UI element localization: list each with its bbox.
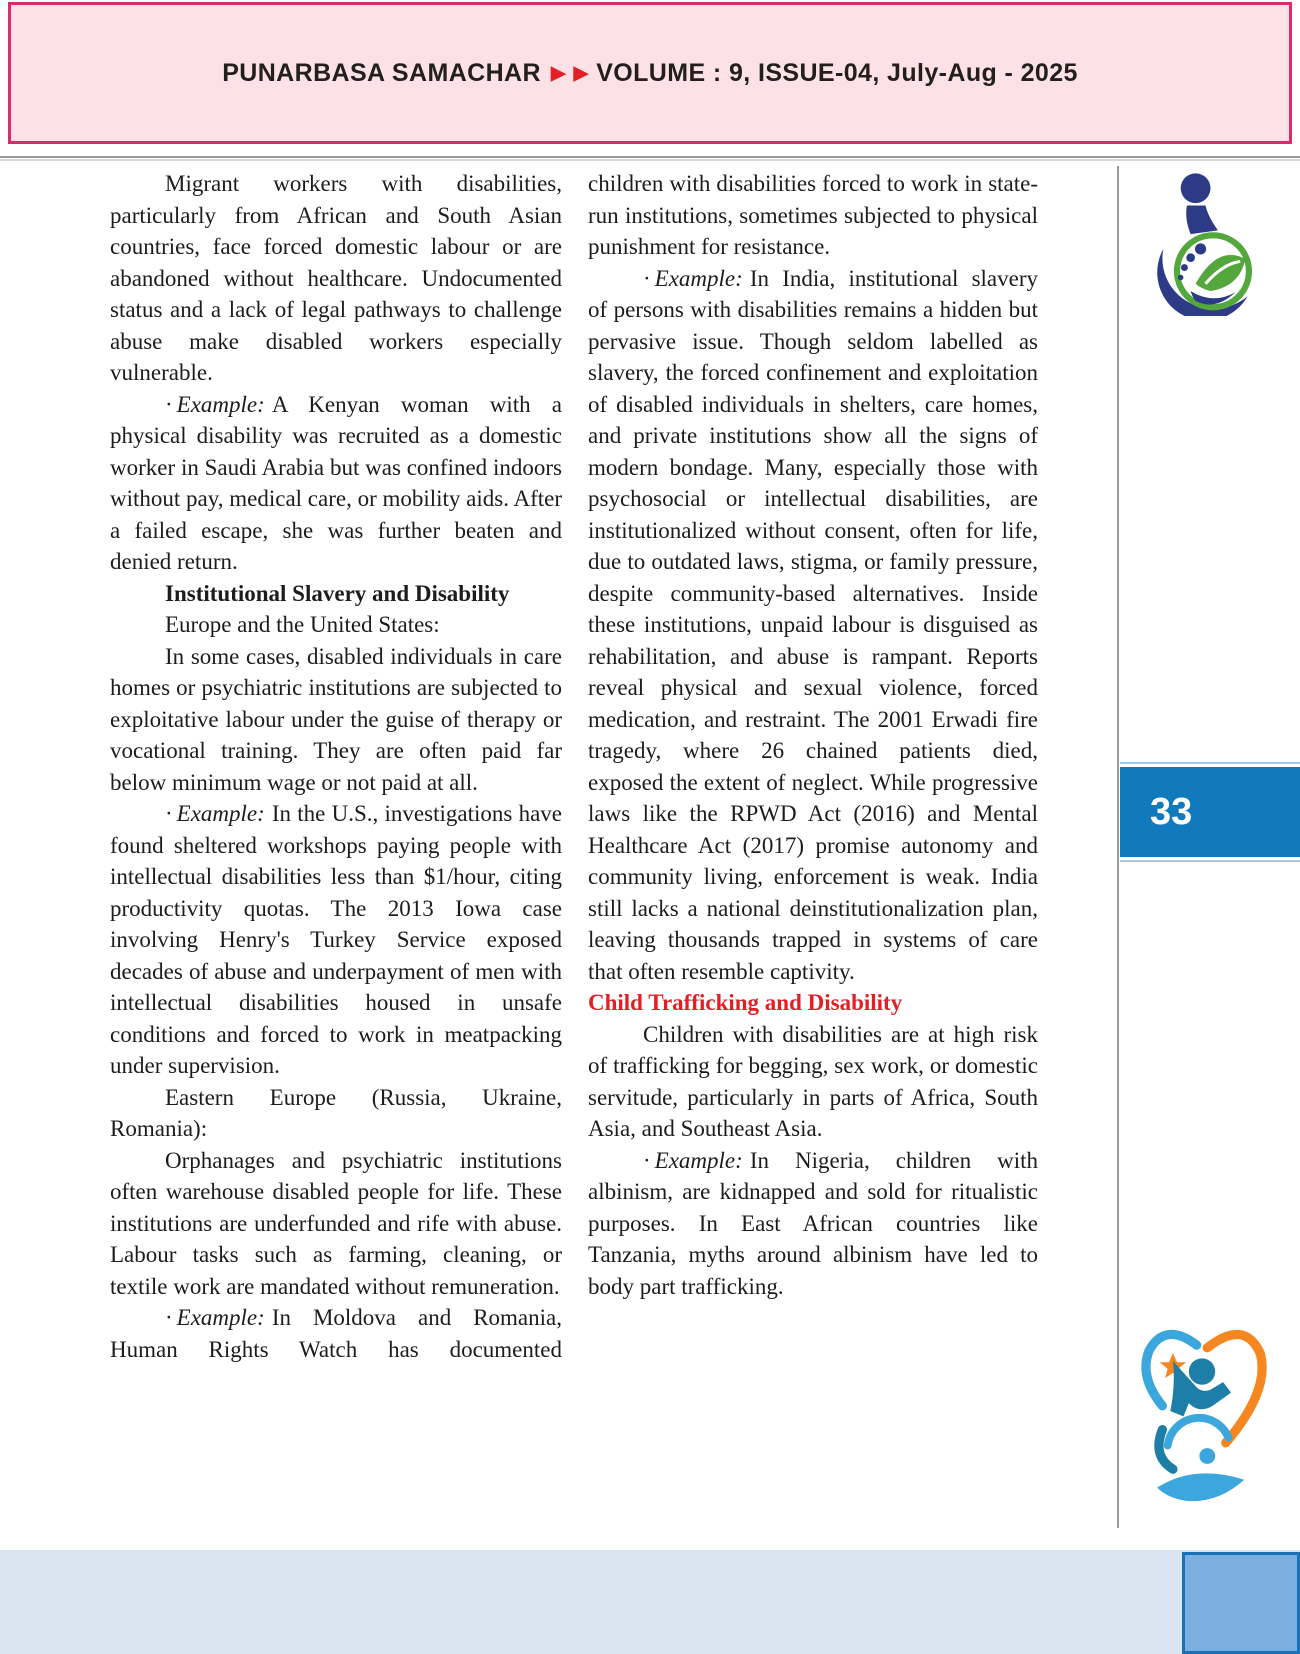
example-label: Example: bbox=[176, 391, 265, 417]
example-text: In Moldova and Romania, Human Rights Watch has documented bbox=[110, 1305, 562, 1362]
page-number-badge bbox=[1120, 767, 1300, 857]
badge-top-line bbox=[1120, 762, 1300, 764]
example-paragraph bbox=[110, 389, 562, 578]
header-divider-line bbox=[0, 156, 1300, 158]
left-column bbox=[110, 168, 562, 1365]
subheading: Eastern Europe (Russia, Ukraine, Romania): bbox=[110, 1084, 562, 1141]
badge-bottom-line bbox=[1120, 860, 1300, 862]
page-number: 33 bbox=[1150, 790, 1193, 833]
right-column bbox=[588, 168, 1038, 1302]
column-separator-rule bbox=[1117, 166, 1119, 1528]
right-arrow-icon: ▶ bbox=[573, 62, 587, 84]
example-label: Example: bbox=[654, 1147, 743, 1173]
heart-star-wheelchair-logo-icon bbox=[1136, 1318, 1268, 1533]
example-paragraph bbox=[110, 798, 562, 1082]
example-text: A Kenyan woman with a physical disability was recruited as a domestic worker in Saudi Arabia but was confined indoors without pay, medical care, or mobility aids. After a failed escape, she was further beaten and denied return. bbox=[110, 391, 562, 574]
page-number-block bbox=[1120, 762, 1300, 862]
example-text: In the U.S., investigations have found sheltered workshops paying people with intellectual disabilities less than $1/hour, citing productivity quotas. The 2013 Iowa case involving Henry's Turkey Service exposed decades of abuse and underpayment of men with intellectual disabilities housed in unsafe conditions and forced to work in meatpacking under supervision. bbox=[110, 801, 562, 1078]
subheading: Europe and the United States: bbox=[165, 612, 440, 637]
bullet-dot: · bbox=[165, 1305, 173, 1330]
paragraph: Migrant workers with disabilities, particularly from African and South Asian countries, face forced domestic labour or are abandoned without healthcare. Undocumented status and a lack of legal pathways to challenge abuse make disabled workers especially vulnerable. bbox=[110, 171, 562, 385]
bullet-dot: · bbox=[643, 1147, 651, 1173]
example-text: In India, institutional slavery of persons with disabilities remains a hidden but pervasive issue. Though seldom labelled as slavery, the forced confinement and exploitation of disabled individuals in shelters, care homes, and private institutions show all the signs of modern bondage. Many, especially those with psychosocial or intellectual disabilities, are institutionalized without consent, often for life, due to outdated laws, stigma, or family pressure, despite community-based alternatives. Inside these institutions, unpaid labour is disguised as rehabilitation, and abuse is rampant. Reports reveal physical and sexual violence, forced medication, and restraint. The 2001 Erwadi fire tragedy, where 26 chained patients died, exposed the extent of neglect. While progressive laws like the RPWD Act (2016) and Mental Healthcare Act (2017) promise autonomy and community living, enforcement is weak. India still lacks a national deinstitutionalization plan, leaving thousands trapped in systems of care that often resemble captivity. bbox=[588, 265, 1038, 984]
footer-band bbox=[0, 1550, 1300, 1654]
header-title-line bbox=[222, 59, 1078, 88]
footer-corner-box bbox=[1182, 1552, 1300, 1654]
continuation-paragraph: children with disabilities forced to work in state-run institutions, sometimes subjected to physical punishment for resistance. bbox=[588, 171, 1038, 259]
red-section-heading: Child Trafficking and Disability bbox=[588, 990, 903, 1015]
example-text: In Nigeria, children with albinism, are kidnapped and sold for ritualistic purposes. In East African countries like Tanzania, myths around albinism have led to body part trafficking. bbox=[588, 1147, 1038, 1299]
example-paragraph bbox=[110, 1302, 562, 1365]
example-label: Example: bbox=[176, 801, 265, 826]
example-paragraph bbox=[588, 1145, 1038, 1303]
right-arrow-icon: ▶ bbox=[550, 62, 564, 84]
example-label: Example: bbox=[176, 1305, 265, 1330]
example-label: Example: bbox=[654, 265, 743, 291]
header-band bbox=[8, 2, 1292, 144]
paragraph: Children with disabilities are at high risk of trafficking for begging, sex work, or domestic servitude, particularly in parts of Africa, South Asia, and Southeast Asia. bbox=[588, 1021, 1038, 1141]
paragraph: Orphanages and psychiatric institutions often warehouse disabled people for life. These institutions are underfunded and rife with abuse. Labour tasks such as farming, cleaning, or textile work are mandated without remuneration. bbox=[110, 1147, 562, 1299]
bullet-dot: · bbox=[165, 391, 173, 417]
example-paragraph bbox=[588, 263, 1038, 988]
journal-title: PUNARBASA SAMACHAR bbox=[222, 58, 541, 87]
section-heading: Institutional Slavery and Disability bbox=[165, 580, 510, 606]
paragraph: In some cases, disabled individuals in care homes or psychiatric institutions are subjected to exploitative labour under the guise of therapy or vocational training. They are often paid far below minimum wage or not paid at all. bbox=[110, 643, 562, 795]
bullet-dot: · bbox=[165, 801, 173, 826]
bullet-dot: · bbox=[643, 265, 651, 291]
wheelchair-green-leaf-logo-icon bbox=[1146, 172, 1270, 321]
issue-info: VOLUME : 9, ISSUE-04, July-Aug - 2025 bbox=[596, 58, 1078, 87]
